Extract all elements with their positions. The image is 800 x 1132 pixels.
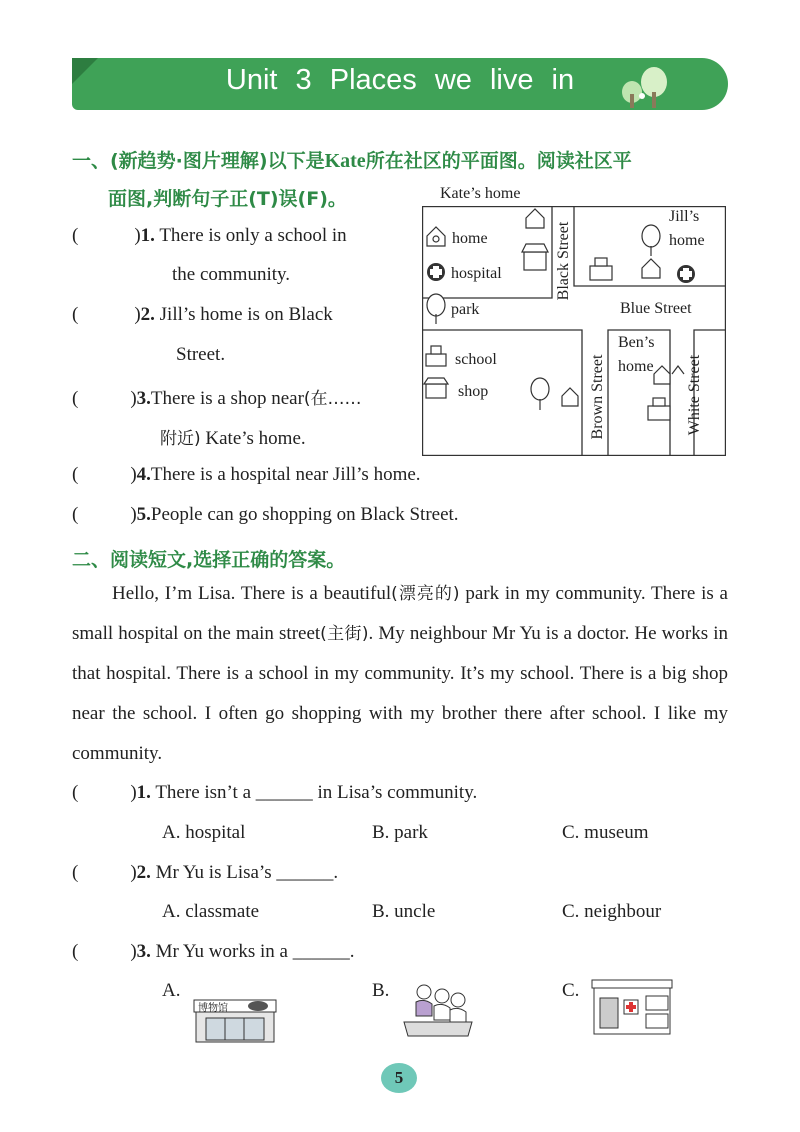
- option-b[interactable]: B.: [372, 980, 390, 1001]
- option-c[interactable]: C. museum: [562, 822, 649, 843]
- street-brown: Brown Street: [589, 354, 606, 440]
- street-black: Black Street: [555, 221, 572, 301]
- legend-home: home: [452, 230, 488, 247]
- option-c[interactable]: C.: [562, 980, 580, 1001]
- mc-question-3: ( )3. Mr Yu works in a ______.: [72, 941, 355, 962]
- jill-home-label-2: home: [669, 232, 705, 249]
- tf-question-2: ( )2. Jill’s home is on Black: [72, 304, 333, 325]
- jill-home-label-1: Jill’s: [669, 208, 700, 225]
- legend-hospital: hospital: [451, 265, 502, 282]
- tf-question-5: ( )5.People can go shopping on Black Street.: [72, 504, 459, 525]
- section1-title-line2: 面图,判断句子正(T)误(F)。: [108, 188, 347, 210]
- legend-shop: shop: [458, 383, 489, 400]
- ben-home-label-2: home: [618, 358, 654, 375]
- option-a[interactable]: A. classmate: [162, 901, 260, 922]
- option-b[interactable]: B. park: [372, 822, 428, 843]
- legend-school: school: [455, 351, 497, 368]
- page-title: Unit 3 Places we live in: [225, 64, 575, 96]
- hospital-picture-icon[interactable]: [590, 978, 674, 1036]
- option-a[interactable]: A.: [162, 980, 181, 1001]
- hospital-icon: [427, 263, 445, 281]
- mc-question-1: ( )1. There isn’t a ______ in Lisa’s community.: [72, 782, 478, 803]
- reading-passage: Hello, I’m Lisa. There is a beautiful(漂亮的) park in my community. There is a small hospital on the main street(主街). My neighbour Mr Yu is a doctor. He works in that hospital. There is a school in my community. It’s my school. There is a big shop near the school. I often go shopping with my brother there after school. I like my community.: [72, 583, 728, 764]
- page-number: 5: [381, 1063, 417, 1093]
- shop-map-icon: [522, 244, 548, 270]
- tf-question-3-cont: 附近) Kate’s home.: [160, 428, 306, 449]
- section1-title: 一、(新趋势·图片理解)以下是Kate所在社区的平面图。阅读社区平: [72, 150, 632, 172]
- tf-question-4: ( )4.There is a hospital near Jill’s home.: [72, 464, 421, 485]
- cinema-picture-icon[interactable]: [398, 976, 478, 1040]
- ben-home-label-1: Ben’s: [618, 334, 655, 351]
- tf-question-3: ( )3.There is a shop near(在……: [72, 388, 362, 409]
- tf-question-2-cont: Street.: [176, 344, 226, 365]
- section2-title: 二、阅读短文,选择正确的答案。: [72, 549, 346, 571]
- museum-sign: 博物馆: [198, 1003, 228, 1014]
- street-blue: Blue Street: [620, 300, 692, 317]
- tf-question-1: ( )1. There is only a school in: [72, 225, 347, 246]
- map-kate-home-label: Kate’s home: [440, 185, 521, 202]
- option-a[interactable]: A. hospital: [162, 822, 246, 843]
- mc-question-2: ( )2. Mr Yu is Lisa’s ______.: [72, 862, 339, 883]
- legend-park: park: [451, 301, 480, 318]
- tf-question-1-cont: the community.: [172, 264, 291, 285]
- option-c[interactable]: C. neighbour: [562, 901, 662, 922]
- hospital-map-icon: [677, 265, 695, 283]
- street-white: White Street: [686, 354, 703, 436]
- shop-icon: [424, 378, 448, 398]
- option-b[interactable]: B. uncle: [372, 901, 436, 922]
